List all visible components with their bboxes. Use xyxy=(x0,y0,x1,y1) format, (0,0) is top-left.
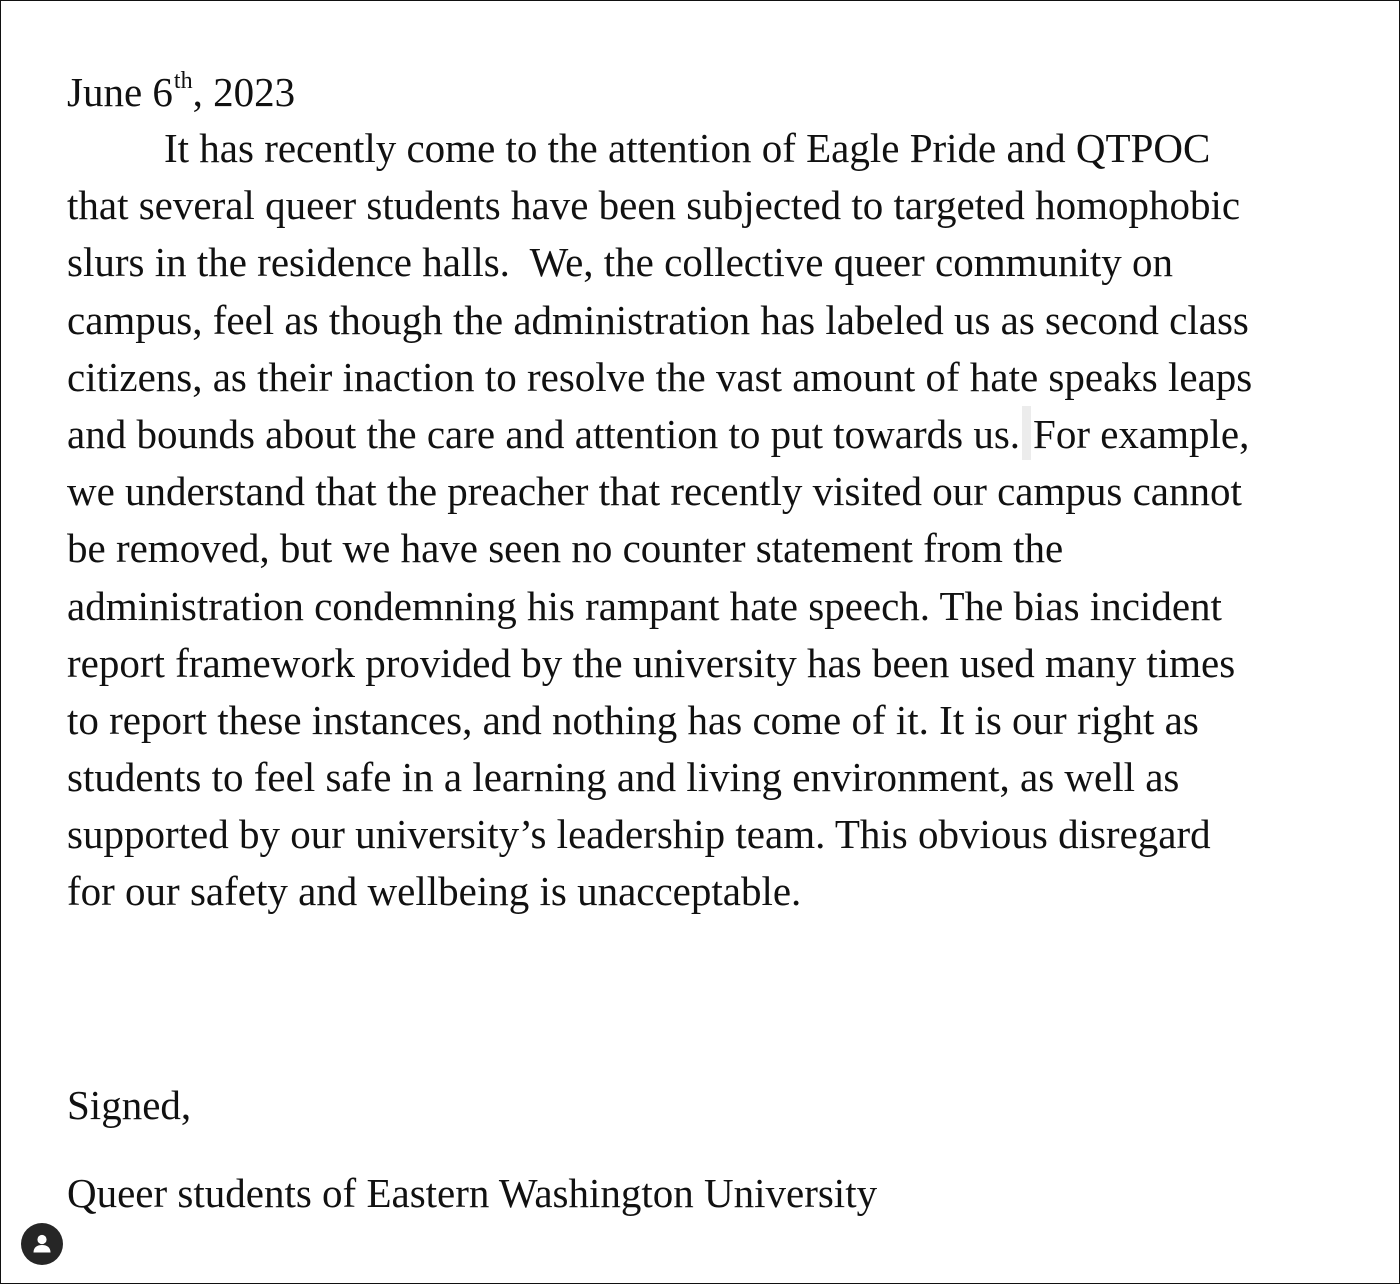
paragraph-line: to report these instances, and nothing has come of it. It is our right as xyxy=(67,696,1199,743)
paragraph-line: citizens, as their inaction to resolve the vast amount of hate speaks leaps xyxy=(67,353,1253,400)
profile-avatar-button[interactable] xyxy=(21,1223,63,1265)
paragraph-line: campus, feel as though the administration has labeled us as second class xyxy=(67,296,1249,343)
paragraph-line: supported by our university’s leadership team. This obvious disregard xyxy=(67,811,1211,858)
paragraph-line: be removed, but we have seen no counter statement from the xyxy=(67,525,1064,572)
paragraph-line: It has recently come to the attention of Eagle Pride and QTPOC xyxy=(164,125,1211,171)
paragraph-line: we understand that the preacher that recently visited our campus cannot xyxy=(67,468,1242,515)
paragraph-line: for our safety and wellbeing is unacceptable. xyxy=(67,868,802,915)
text-cursor-highlight xyxy=(1022,406,1031,460)
date-ordinal-suffix: th xyxy=(173,68,193,94)
date-month-day: June 6 xyxy=(67,69,173,115)
paragraph-line: that several queer students have been subjected to targeted homophobic xyxy=(67,182,1241,229)
letter-closing: Signed, xyxy=(67,1082,192,1128)
paragraph-line: report framework provided by the university has been used many times xyxy=(67,639,1236,686)
letter-signature: Queer students of Eastern Washington University xyxy=(67,1170,878,1216)
letter-date xyxy=(67,65,1337,120)
paragraph-line: administration condemning his rampant hate speech. The bias incident xyxy=(67,582,1222,629)
user-avatar-icon xyxy=(21,1223,63,1265)
paragraph-line: slurs in the residence halls. We, the collective queer community on xyxy=(67,239,1174,286)
paragraph-line: students to feel safe in a learning and living environment, as well as xyxy=(67,754,1180,801)
paragraph-line: and bounds about the care and attention to put towards us. For example, xyxy=(67,406,1337,463)
letter-body xyxy=(67,65,1337,921)
date-year: , 2023 xyxy=(192,69,296,115)
